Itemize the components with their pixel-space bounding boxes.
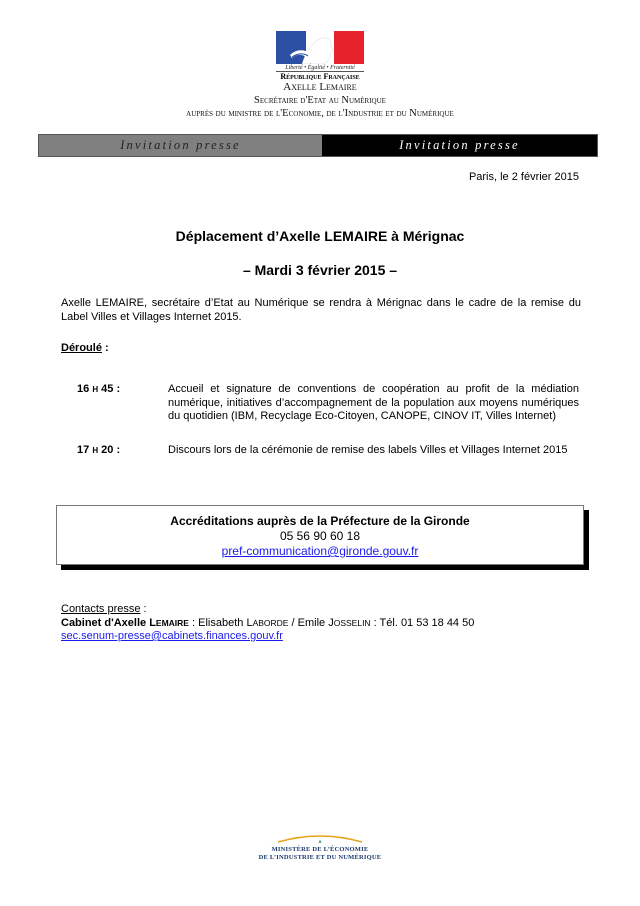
contacts-label-suffix: : [140,603,147,615]
hour: 17 [77,444,90,456]
contact-separator: : Elisabeth L [188,616,253,629]
ministry-logo-line1: MINISTÈRE DE L’ÉCONOMIE [271,846,369,853]
invitation-banner [38,134,598,157]
ministry-logo [250,832,390,844]
minister-name: Axelle Lemaire [283,81,357,93]
ministry-line: auprès du ministre de l'Economie, de l'Industrie et du Numérique [186,108,454,119]
marianne-logo [276,31,364,64]
document-subtitle: – Mardi 3 février 2015 – [242,262,398,278]
banner-right [322,135,597,156]
schedule-time [77,444,120,456]
motto: Liberté • Égalité • Fraternité [285,65,355,71]
schedule-description: Accueil et signature de conventions de coopération au profit de la médiation numérique, initiatives d’accompagnement de la population aux moyens numériques du quotidien (IBM, Recyclage Eco-Citoyen, CANOPE, CINOV IT, Villes Internet) [168,383,579,422]
contact-phone: : Tél. 01 53 18 44 50 [370,616,475,629]
contact-separator: / Emile J [288,616,334,629]
minutes: 45 : [101,383,121,395]
contacts-email-link[interactable]: sec.senum-presse@cabinets.finances.gouv.fr [61,630,283,642]
accreditation-phone: 05 56 90 60 18 [279,529,361,543]
minutes: 20 : [101,444,121,456]
deroule-suffix: : [101,342,109,354]
accreditation-email-link[interactable]: pref-communication@gironde.gouv.fr [221,544,419,558]
date-line: Paris, le 2 février 2015 [468,171,579,183]
accreditation-title: Accréditations auprès de la Préfecture de la Gironde [170,514,470,528]
deroule-heading [61,342,109,354]
contact-name-sc: OSSELIN [333,617,371,628]
press-contacts [61,603,474,644]
cabinet-name-sc: EMAIRE [155,617,189,628]
schedule-description: Discours lors de la cérémonie de remise des labels Villes et Villages Internet 2015 [168,444,568,456]
ministry-logo-line2: DE L’INDUSTRIE ET DU NUMÉRIQUE [258,854,382,861]
banner-left-label: Invitation presse [120,138,241,152]
schedule-time [77,383,120,395]
cabinet-prefix: Cabinet d'Axelle L [61,616,156,629]
hour: 16 [77,383,90,395]
contacts-line [61,617,474,631]
minister-title: Secrétaire d'Etat au Numérique [254,95,386,106]
hour-separator: H [92,385,99,394]
republic-label: République Française [280,72,360,81]
accreditation-box [56,505,584,565]
contacts-label: Contacts presse [61,603,141,615]
hour-separator: H [92,446,99,455]
intro-paragraph: Axelle LEMAIRE, secrétaire d’Etat au Numérique se rendra à Mérignac dans le cadre de la remise du Label Villes et Villages Internet 2015. [61,297,581,323]
contact-name-sc: ABORDE [252,617,289,628]
banner-left [39,135,322,156]
document-title: Déplacement d’Axelle LEMAIRE à Mérignac [175,228,465,244]
banner-right-label: Invitation presse [399,138,520,152]
deroule-label: Déroulé [61,342,102,354]
